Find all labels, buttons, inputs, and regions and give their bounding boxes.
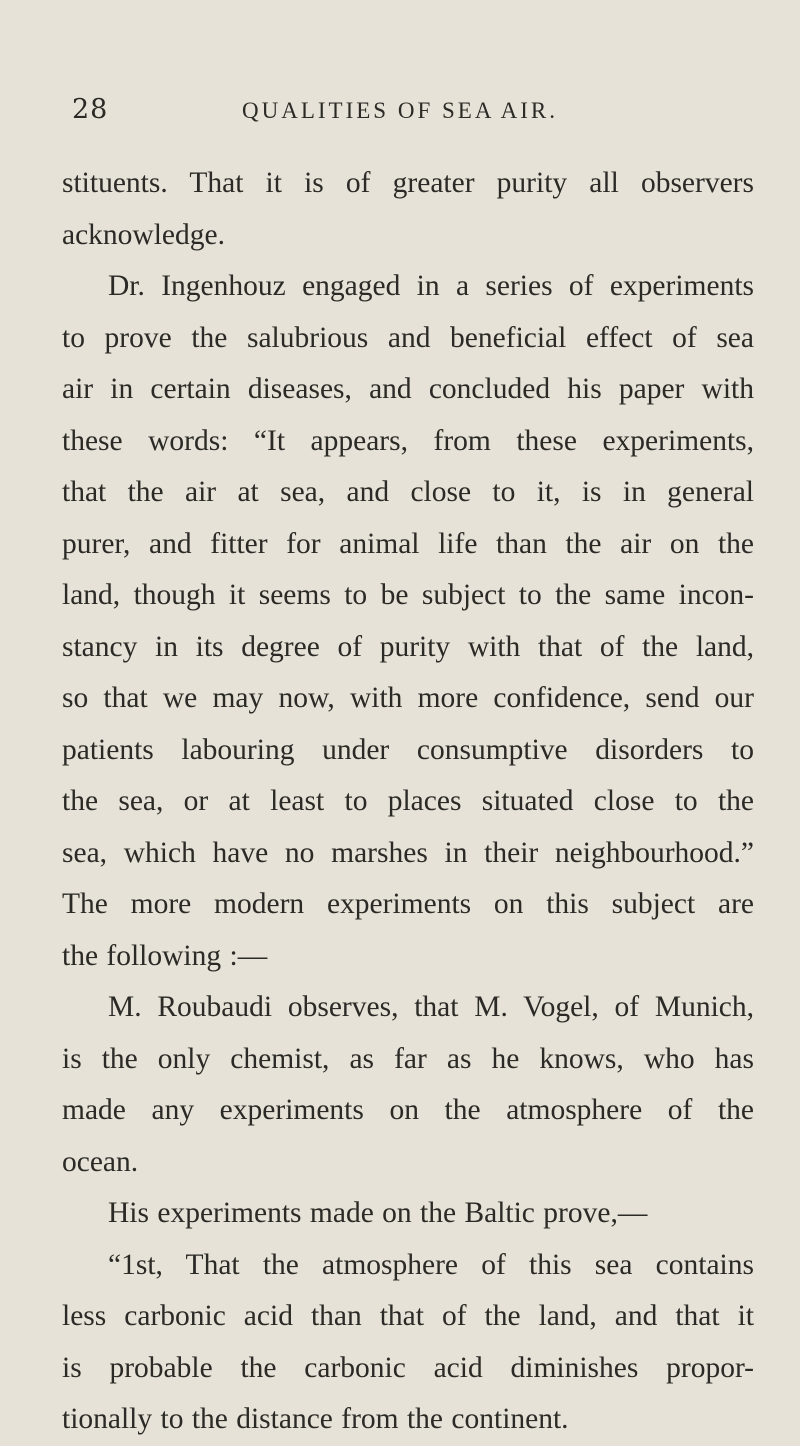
- text-line: made any experiments on the atmosphere of the: [62, 1094, 754, 1126]
- running-title: QUALITIES OF SEA AIR.: [242, 98, 559, 123]
- text-line: Dr. Ingenhouz engaged in a series of experiments: [108, 270, 754, 302]
- text-line: less carbonic acid than that of the land, and that it: [62, 1300, 754, 1332]
- text-line: is probable the carbonic acid diminishes propor-: [62, 1351, 754, 1384]
- body-text: [62, 158, 754, 1446]
- text-line: air in certain diseases, and concluded his paper with: [62, 373, 754, 405]
- text-line: patients labouring under consumptive disorders to: [62, 733, 754, 766]
- text-line: sea, which have no marshes in their neighbourhood.”: [62, 836, 754, 869]
- text-line: His experiments made on the Baltic prove,—: [108, 1197, 648, 1229]
- page-number: 28: [72, 94, 109, 125]
- text-line: that the air at sea, and close to it, is in general: [62, 476, 754, 508]
- text-line: The more modern experiments on this subject are: [62, 888, 754, 920]
- text-line: the sea, or at least to places situated close to the: [62, 785, 754, 817]
- text-line: stituents. That it is of greater purity all observers: [62, 167, 754, 199]
- running-head: [62, 94, 754, 134]
- text-line: land, though it seems to be subject to the same incon-: [62, 579, 754, 611]
- text-line: acknowledge.: [62, 218, 225, 251]
- text-line: M. Roubaudi observes, that M. Vogel, of Munich,: [108, 991, 754, 1023]
- text-line: so that we may now, with more confidence, send our: [62, 682, 754, 714]
- text-line: stancy in its degree of purity with that of the land,: [62, 630, 754, 663]
- text-line: the following :—: [62, 939, 268, 972]
- text-line: to prove the salubrious and beneficial effect of sea: [62, 321, 754, 354]
- text-line: is the only chemist, as far as he knows, who has: [62, 1042, 754, 1075]
- text-line: these words: “It appears, from these experiments,: [62, 424, 754, 457]
- text-line: tionally to the distance from the continent.: [62, 1403, 569, 1435]
- text-line: “1st, That the atmosphere of this sea contains: [108, 1248, 754, 1281]
- text-line: ocean.: [62, 1145, 139, 1178]
- text-line: purer, and fitter for animal life than the air on the: [62, 527, 754, 560]
